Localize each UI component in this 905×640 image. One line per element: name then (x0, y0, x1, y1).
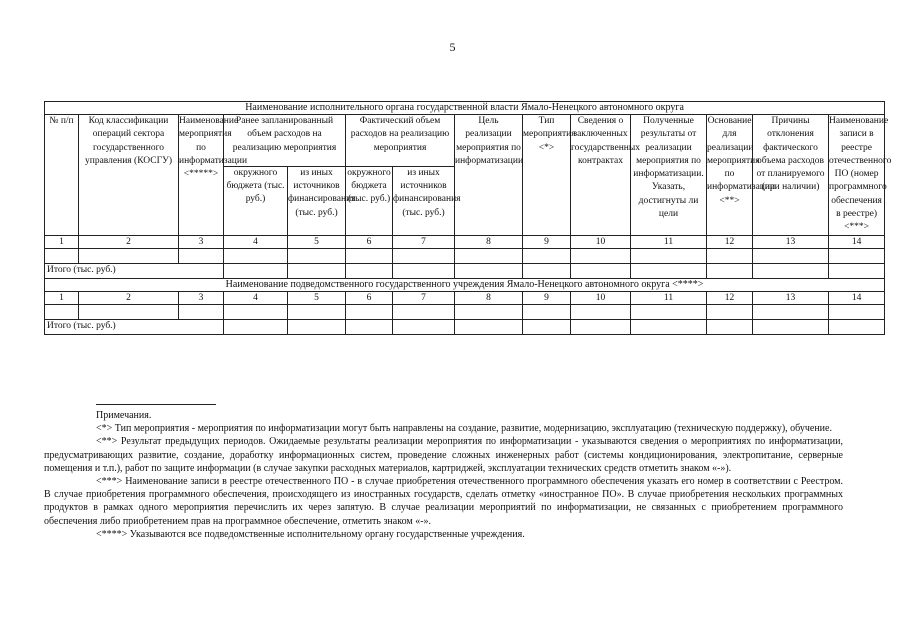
column-number: 11 (631, 235, 707, 248)
column-number: 4 (224, 235, 288, 248)
column-number: 9 (523, 235, 571, 248)
column-number: 3 (179, 235, 224, 248)
empty-data-row (45, 248, 885, 263)
column-number-row (45, 235, 885, 248)
column-number: 7 (393, 291, 455, 304)
column-number: 14 (829, 291, 885, 304)
column-number: 5 (288, 235, 346, 248)
executive-total-row (45, 263, 885, 278)
header-reasons: Причины отклонения фактического объема расходов от планируемого (при наличии) (753, 115, 829, 236)
note-item: <*> Тип мероприятия - мероприятия по информатизации могут быть направлены на создание, развитие, модернизацию, эксплуатацию (техническую поддержку), обучение. (96, 423, 832, 435)
header-actual: Фактический объем расходов на реализацию мероприятия (346, 115, 455, 167)
column-number: 4 (224, 291, 288, 304)
header-basis: Основание для реализации мероприятия по информатизации <**> (707, 115, 753, 236)
column-number: 8 (455, 291, 523, 304)
column-number: 1 (45, 235, 79, 248)
subordinate-total-row (45, 319, 885, 334)
header-name: Наименование мероприятия по информатизации <*****> (179, 115, 224, 236)
note-item: <***> Наименование записи в реестре отечественного ПО - в случае приобретения отечественного программного обеспечения указать его номер в соответствии с Реестром. В случае приобретения программного обеспечения, происходящего из иностранных государств, сделать отметку «иностранное ПО». В случае приобретения нескольких программных продуктов в рамках одного мероприятия перечислить их через запятую. В случае реализации мероприятий по информатизации, не связанных с приобретением программного обеспечения либо приобретением прав на программное обеспечение, отметить знаком «-». (44, 476, 843, 527)
column-number: 6 (346, 235, 393, 248)
column-number: 10 (571, 235, 631, 248)
column-number: 2 (79, 235, 179, 248)
header-planned-other: из иных источников финансирования (тыс. руб.) (288, 166, 346, 235)
header-type: Тип мероприятия <*> (523, 115, 571, 236)
subordinate-band-title: Наименование подведомственного государственного учреждения Ямало-Ненецкого автономного округа <****> (45, 278, 885, 291)
column-number: 8 (455, 235, 523, 248)
executive-band-row (45, 102, 885, 115)
column-number: 2 (79, 291, 179, 304)
executive-band-title: Наименование исполнительного органа государственной власти Ямало-Ненецкого автономного округа (45, 102, 885, 115)
total-label: Итого (тыс. руб.) (45, 263, 224, 278)
header-planned: Ранее запланированный объем расходов на реализацию мероприятия (224, 115, 346, 167)
column-number: 14 (829, 235, 885, 248)
subordinate-band-row (45, 278, 885, 291)
column-number: 7 (393, 235, 455, 248)
column-number: 3 (179, 291, 224, 304)
note-item: <****> Указываются все подведомственные исполнительному органу государственные учреждения. (96, 528, 525, 540)
notes-divider (96, 404, 216, 405)
note-item: <**> Результат предыдущих периодов. Ожидаемые результаты реализации мероприятия по информатизации - указываются сведения о мероприятиях по информатизации, предусматривающих развитие, создание, доработку информационных систем, проведение сложных инженерных работ (системы кондиционирования, электропитание, серверные помещения и т.п.), работ по защите информации (в случае закупки расходных материалов, картриджей, эксплуатации технических средств отметить знаком «-»). (44, 436, 843, 474)
header-row-1 (45, 115, 885, 167)
header-goal: Цель реализации мероприятия по информатизации (455, 115, 523, 236)
header-num: № п/п (45, 115, 79, 236)
column-number-row-2 (45, 291, 885, 304)
column-number: 12 (707, 235, 753, 248)
column-number: 11 (631, 291, 707, 304)
notes-title: Примечания. (96, 410, 152, 421)
page-number: 5 (449, 40, 456, 54)
header-software: Наименование записи в реестре отечественного ПО (номер программного обеспечения в реестре) <***> (829, 115, 885, 236)
total-label: Итого (тыс. руб.) (45, 319, 224, 334)
column-number: 1 (45, 291, 79, 304)
column-number: 9 (523, 291, 571, 304)
notes-section (44, 404, 843, 541)
header-results: Полученные результаты от реализации мероприятия по информатизации. Указать, достигнуты ли цели (631, 115, 707, 236)
header-kosgu: Код классификации операций сектора государственного управления (КОСГУ) (79, 115, 179, 236)
column-number: 10 (571, 291, 631, 304)
header-planned-district: окружного бюджета (тыс. руб.) (224, 166, 288, 235)
column-number: 6 (346, 291, 393, 304)
column-number: 12 (707, 291, 753, 304)
header-actual-district: окружного бюджета (тыс. руб.) (346, 166, 393, 235)
header-contracts: Сведения о заключенных государственных контрактах (571, 115, 631, 236)
header-actual-other: из иных источников финансирования (тыс. руб.) (393, 166, 455, 235)
empty-data-row-2 (45, 304, 885, 319)
column-number: 5 (288, 291, 346, 304)
column-number: 13 (753, 235, 829, 248)
report-table (44, 101, 892, 335)
column-number: 13 (753, 291, 829, 304)
